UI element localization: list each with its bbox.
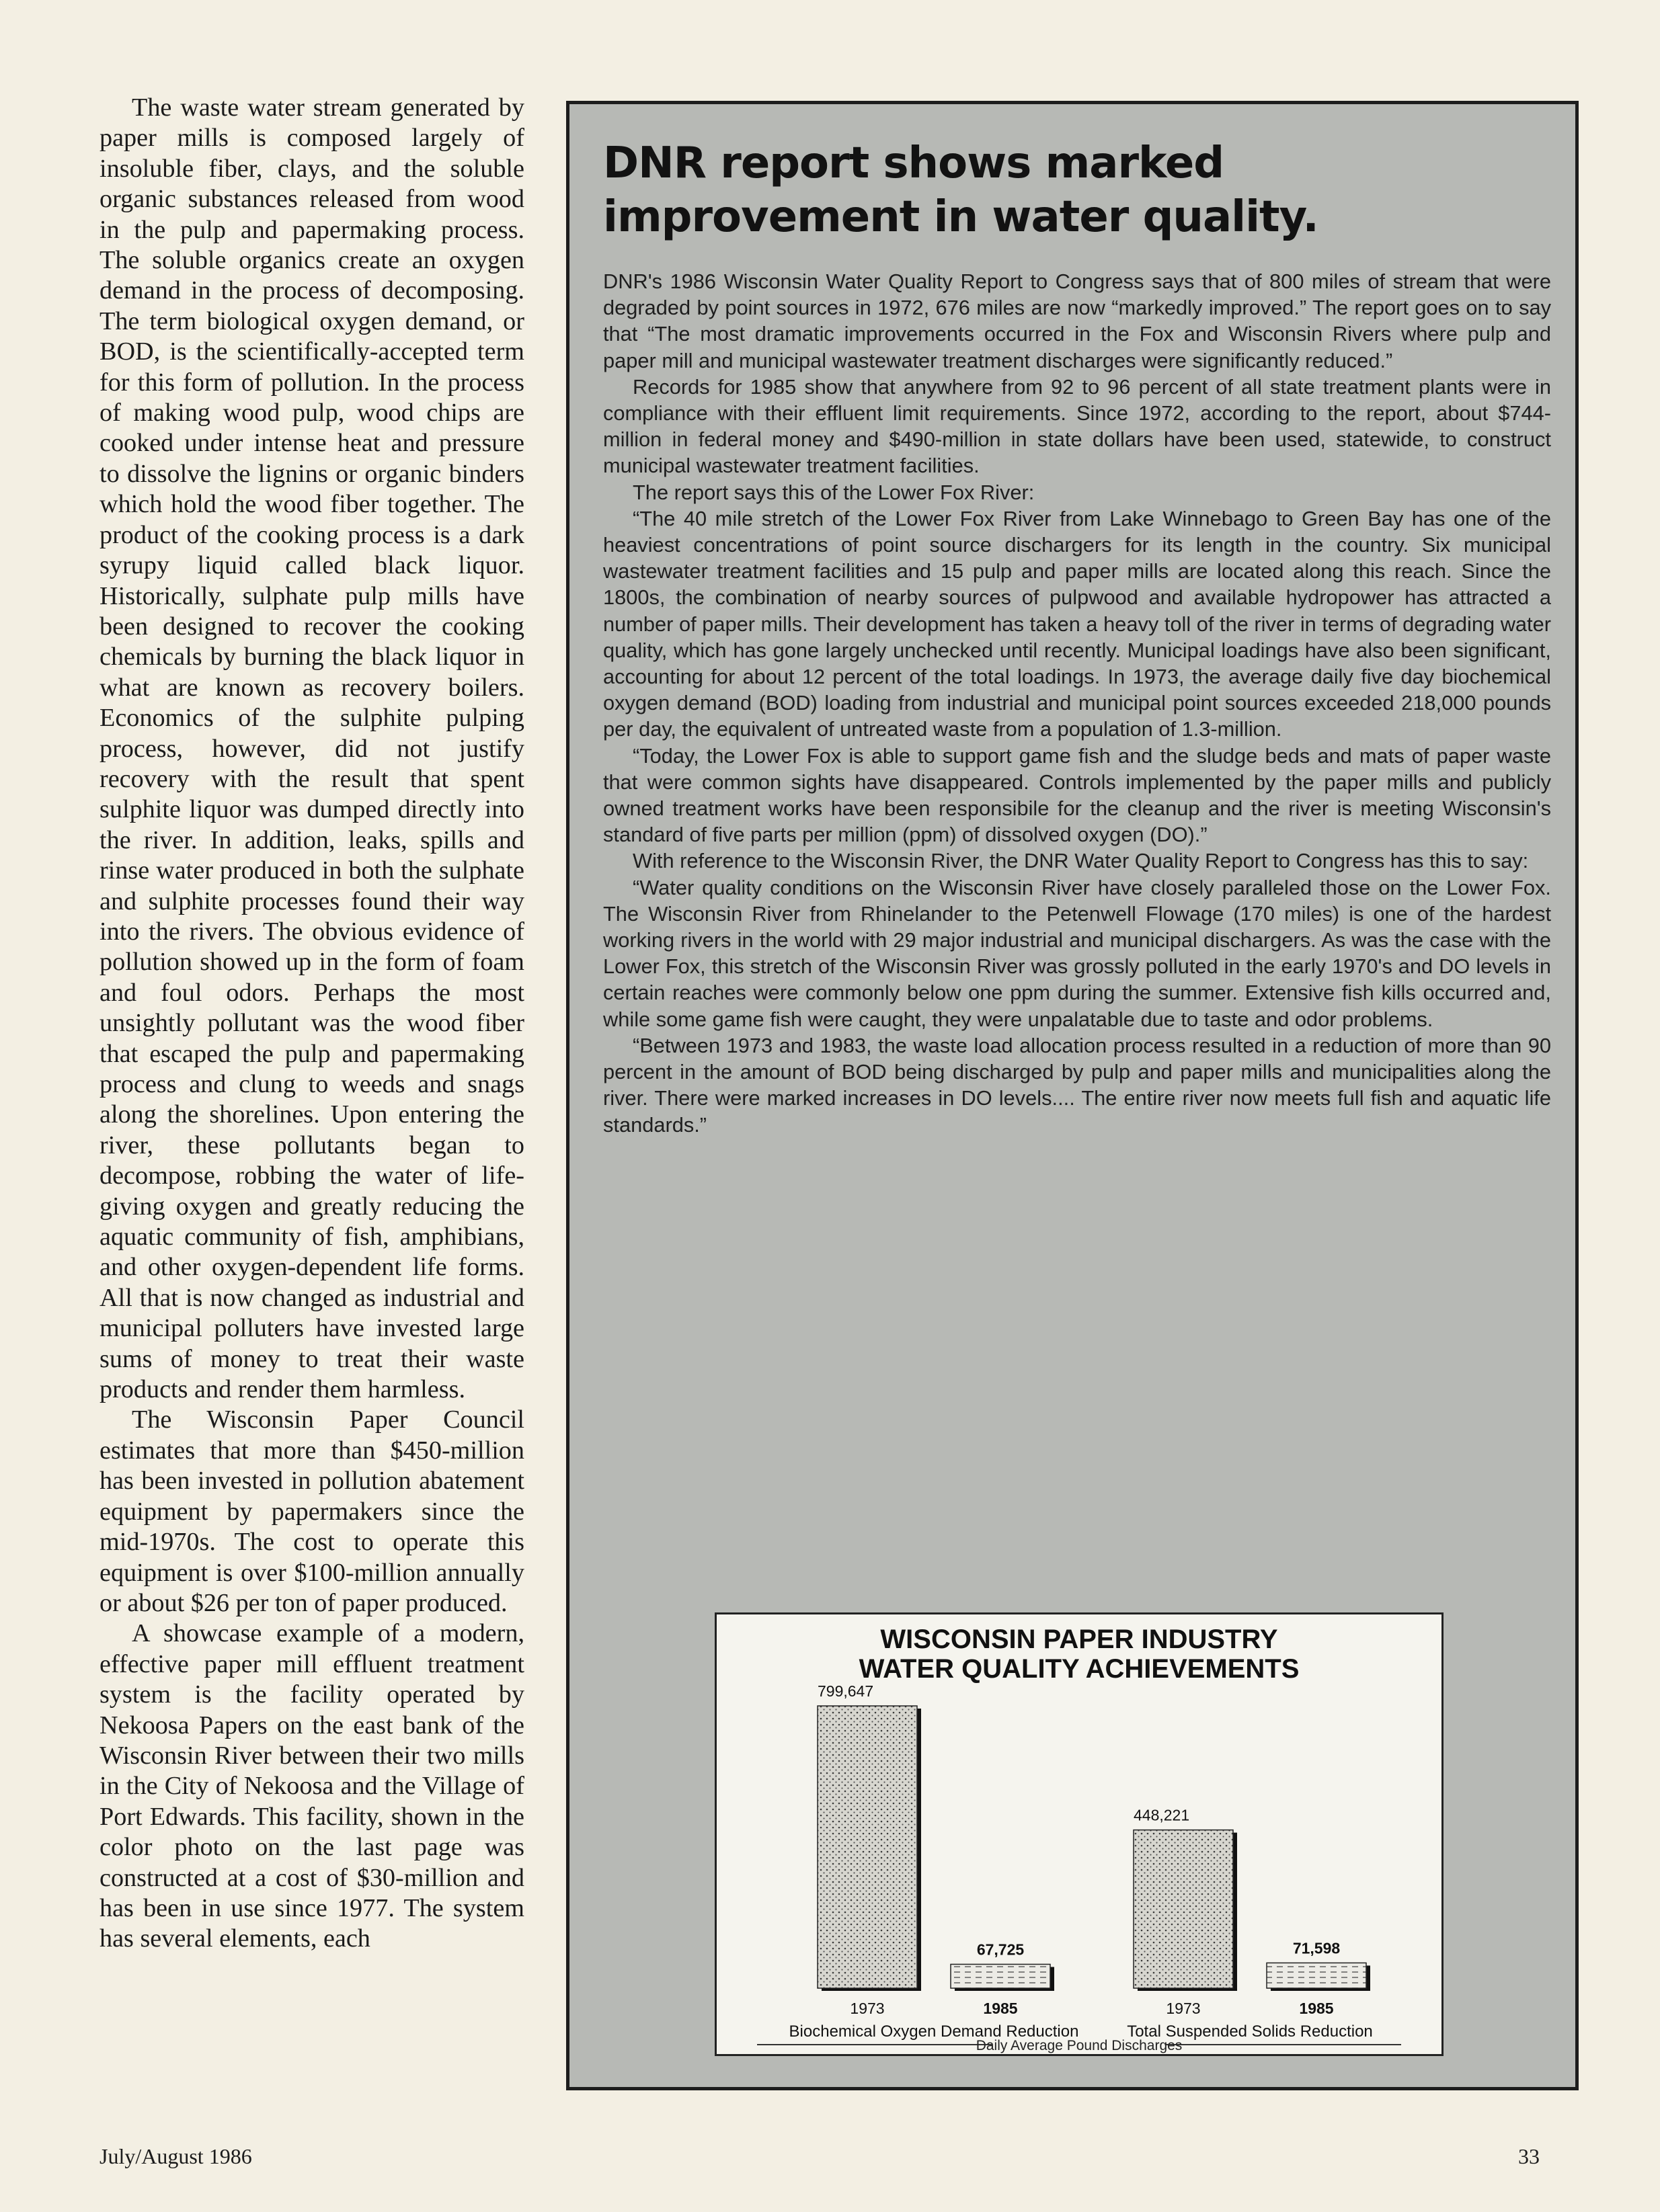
bar-value-label: 67,725 (976, 1940, 1025, 1959)
headline-line: DNR report shows marked (603, 138, 1224, 188)
bar-1973 (818, 1706, 917, 1988)
group-label: Biochemical Oxygen Demand Reduction (789, 2022, 1079, 2041)
bar-1985 (951, 1964, 1050, 1988)
sidebar-body (603, 268, 1551, 1138)
sidebar-paragraph: Records for 1985 show that anywhere from 92 to 96 percent of all state treatment plants were in compliance with their effluent limit requirements. Since 1972, according to the report, about $744-million in federal money and $490-million in state dollars have been used, statewide, to construct municipal wastewater treatment facilities. (603, 374, 1551, 478)
dnr-report-sidebar (566, 101, 1579, 2090)
sidebar-paragraph: “Between 1973 and 1983, the waste load allocation process resulted in a reduction of more than 90 percent in the amount of BOD being discharged by pulp and paper mills and municipalities along the river. There were marked increases in DO levels.... The entire river now meets full fish and aquatic life standards.” (603, 1033, 1551, 1137)
sidebar-paragraph: The report says this of the Lower Fox River: (633, 480, 1035, 504)
bar-year-label: 1973 (850, 2000, 885, 2017)
bar-year-label: 1985 (1299, 2000, 1334, 2017)
bar-value-label: 799,647 (818, 1682, 874, 1700)
left-article-column (100, 93, 524, 1955)
footer-issue: July/August 1986 (100, 2144, 252, 2168)
bars-layer (789, 1682, 1373, 2041)
sidebar-paragraph: “Today, the Lower Fox is able to support game fish and the sludge beds and mats of paper waste that were common sights have disappeared. Controls implemented by the paper mills and publicly owned treatment works have been responsibile for the cleanup and the river is meeting Wisconsin's standard of five parts per million (ppm) of dissolved oxygen (DO).” (603, 743, 1551, 847)
group-label: Total Suspended Solids Reduction (1127, 2022, 1373, 2041)
chart-title-line: WATER QUALITY ACHIEVEMENTS (859, 1654, 1300, 1684)
bar-year-label: 1973 (1166, 2000, 1201, 2017)
sidebar-headline (603, 136, 1544, 244)
article-paragraph: A showcase example of a modern, effective paper mill effluent treatment system is the facility operated by Nekoosa Papers on the east bank of the Wisconsin River between their two mills in the City of Nekoosa and the Village of Port Edwards. This facility, shown in the color photo on the last page was constructed at a cost of $30-million and has been in use since 1977. The system has several elements, each (100, 1619, 524, 1953)
bar-value-label: 71,598 (1292, 1939, 1341, 1957)
headline-line: improvement in water quality. (603, 192, 1318, 242)
bar-value-label: 448,221 (1134, 1806, 1190, 1824)
chart-svg (717, 1614, 1441, 2054)
sidebar-paragraph: DNR's 1986 Wisconsin Water Quality Report to Congress says that of 800 miles of stream that were degraded by point sources in 1972, 676 miles are now “markedly improved.” The report goes on to say that “The most dramatic improvements occurred in the Fox and Wisconsin Rivers where pulp and paper mill and municipal wastewater treatment discharges were significantly reduced.” (603, 270, 1551, 372)
water-quality-chart (715, 1612, 1444, 2056)
article-paragraph: The waste water stream generated by paper mills is composed largely of insoluble fiber, clays, and the soluble organic substances released from wood in the pulp and papermaking process. The soluble organics create an oxygen demand in the process of decomposing. The term biological oxygen demand, or BOD, is the scientifically-accepted term for this form of pollution. In the process of making wood pulp, wood chips are cooked under intense heat and pressure to dissolve the lignins or organic binders which hold the wood fiber together. The product of the cooking process is a dark syrupy liquid called black liquor. Historically, sulphate pulp mills have been designed to recover the cooking chemicals by burning the black liquor in what are known as recovery boilers. Economics of the sulphite pulping process, however, did not justify recovery with the result that spent sulphite liquor was dumped directly into the river. In addition, leaks, spills and rinse water produced in both the sulphate and sulphite processes found their way into the rivers. The obvious evidence of pollution showed up in the form of foam and foul odors. Perhaps the most unsightly pollutant was the wood fiber that escaped the pulp and papermaking process and clung to weeds and snags along the shorelines. Upon entering the river, these pollutants began to decompose, robbing the water of life-giving oxygen and greatly reducing the aquatic community of fish, amphibians, and other oxygen-dependent life forms. All that is now changed as industrial and municipal polluters have invested large sums of money to treat their waste products and render them harmless. (100, 93, 524, 1404)
bar-year-label: 1985 (983, 2000, 1018, 2017)
page-number: 33 (1518, 2144, 1540, 2168)
sidebar-paragraph: With reference to the Wisconsin River, the DNR Water Quality Report to Congress has this to say: (633, 849, 1529, 873)
article-paragraph: The Wisconsin Paper Council estimates that more than $450-million has been invested in pollution abatement equipment by papermakers since the mid-1970s. The cost to operate this equipment is over $100-million annually or about $26 per ton of paper produced. (100, 1405, 524, 1617)
bar-1985 (1267, 1963, 1366, 1988)
sidebar-paragraph: “The 40 mile stretch of the Lower Fox River from Lake Winnebago to Green Bay has one of the heaviest concentrations of point source dischargers for its length in the country. Six municipal wastewater treatment facilities and 15 pulp and paper mills are located along this reach. Since the 1800s, the combination of nearby sources of pulpwood and available hydropower has attracted a number of paper mills. Their development has taken a heavy toll of the river in terms of degrading water quality, which has gone largely unchecked until recently. Municipal loadings have also been significant, accounting for about 12 percent of the total loadings. In 1973, the average daily five day biochemical oxygen demand (BOD) loading from industrial and municipal point sources exceeded 218,000 pounds per day, the equivalent of untreated waste from a population of 1.3-million. (603, 506, 1551, 741)
chart-footnote: Daily Average Pound Discharges (976, 2038, 1183, 2053)
bar-1973 (1134, 1830, 1233, 1988)
chart-title-line: WISCONSIN PAPER INDUSTRY (880, 1625, 1278, 1654)
sidebar-paragraph: “Water quality conditions on the Wisconsin River have closely paralleled those on the Lower Fox. The Wisconsin River from Rhinelander to the Petenwell Flowage (170 miles) is one of the hardest working rivers in the world with 29 major industrial and municipal dischargers. As was the case with the Lower Fox, this stretch of the Wisconsin River was grossly polluted in the early 1970's and DO levels in certain reaches were commonly below one ppm during the summer. Extensive fish kills occurred and, while some game fish were caught, they were unpalatable due to taste and odor problems. (603, 875, 1551, 1031)
